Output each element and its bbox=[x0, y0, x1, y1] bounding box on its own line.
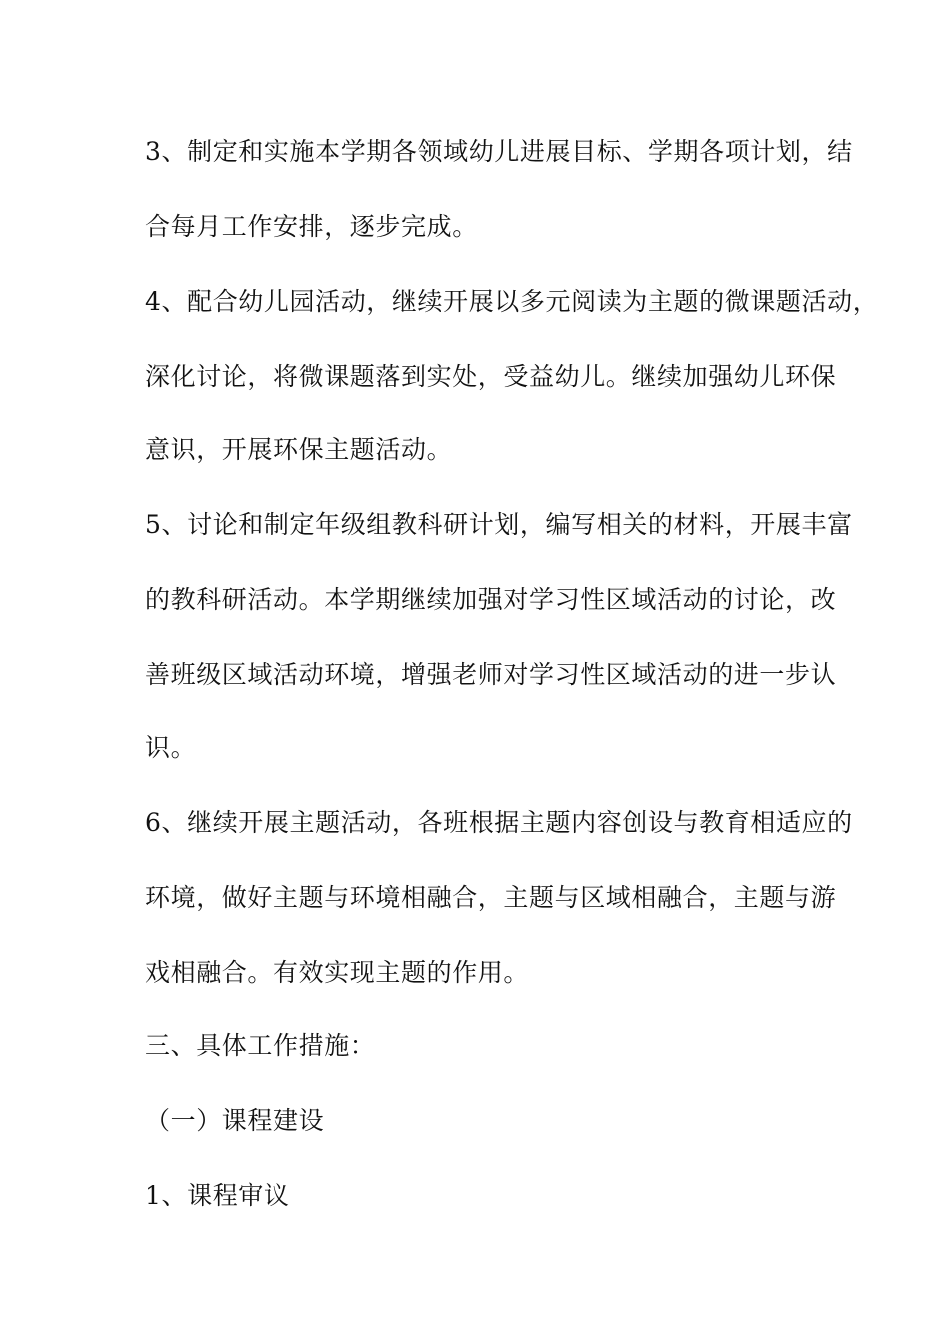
section-heading-measures: 三、具体工作措施： bbox=[145, 1031, 376, 1060]
paragraph-4-line-2: 深化讨论，将微课题落到实处，受益幼儿。继续加强幼儿环保 bbox=[145, 362, 837, 391]
paragraph-6-line-3: 戏相融合。有效实现主题的作用。 bbox=[145, 958, 530, 987]
paragraph-6-line-1: 6、继续开展主题活动，各班根据主题内容创设与教育相适应的 bbox=[145, 808, 853, 837]
paragraph-3-line-1: 3、制定和实施本学期各领域幼儿进展目标、学期各项计划，结 bbox=[145, 137, 853, 166]
paragraph-5-line-1: 5、讨论和制定年级组教科研计划，编写相关的材料，开展丰富 bbox=[145, 510, 853, 539]
subsection-heading-curriculum: （一）课程建设 bbox=[145, 1106, 325, 1135]
paragraph-5-line-4: 识。 bbox=[145, 733, 197, 762]
paragraph-3-line-2: 合每月工作安排，逐步完成。 bbox=[145, 212, 478, 241]
paragraph-6-line-2: 环境，做好主题与环境相融合，主题与区域相融合，主题与游 bbox=[145, 883, 837, 912]
paragraph-4-line-3: 意识，开展环保主题活动。 bbox=[145, 435, 453, 464]
paragraph-5-line-2: 的教科研活动。本学期继续加强对学习性区域活动的讨论，改 bbox=[145, 585, 837, 614]
paragraph-4-line-1: 4、配合幼儿园活动，继续开展以多元阅读为主题的微课题活动， bbox=[145, 287, 879, 316]
item-heading-curriculum-review: 1、课程审议 bbox=[145, 1181, 290, 1210]
paragraph-5-line-3: 善班级区域活动环境，增强老师对学习性区域活动的进一步认 bbox=[145, 660, 837, 689]
